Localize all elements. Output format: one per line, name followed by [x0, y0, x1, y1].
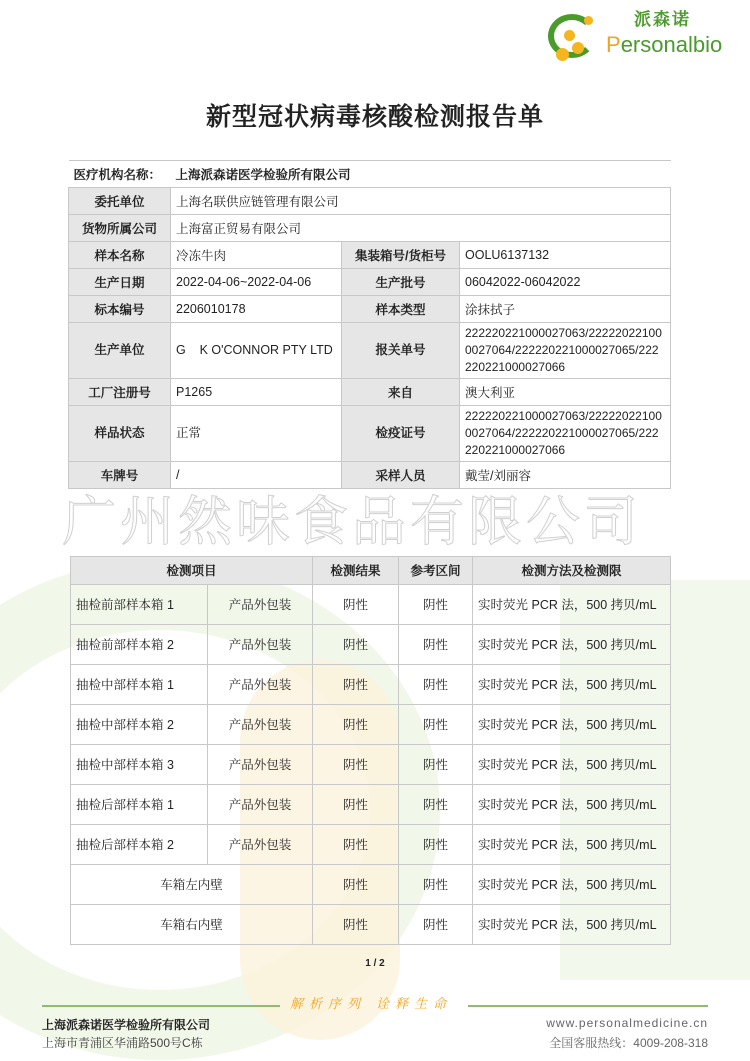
cell-item: 抽检前部样本箱 2: [71, 625, 208, 665]
footer-line: [42, 1005, 280, 1007]
quarantine-label: 检疫证号: [342, 406, 460, 462]
watermark: 广州然味食品有限公司: [62, 492, 642, 552]
cell-part: 产品外包装: [208, 785, 313, 825]
cell-result: 阴性: [313, 665, 399, 705]
prod-date-value: 2022-04-06~2022-04-06: [171, 269, 342, 296]
table-row: [71, 865, 671, 905]
logo-en: Personalbio: [606, 32, 723, 57]
batch-value: 06042022-06042022: [460, 269, 671, 296]
factory-label: 工厂注册号: [69, 379, 171, 406]
customs-value: 222220221000027063/222220221000027064/222220221000027065/222220221000027066: [460, 323, 671, 379]
cell-result: 阴性: [313, 825, 399, 865]
quarantine-value: 222220221000027063/222220221000027064/222220221000027065/222220221000027066: [460, 406, 671, 462]
state-value: 正常: [171, 406, 342, 462]
cell-ref: 阴性: [399, 585, 473, 625]
sample-info-table: [68, 160, 671, 489]
cell-result: 阴性: [313, 625, 399, 665]
cell-part: 产品外包装: [208, 825, 313, 865]
cell-part: 产品外包装: [208, 665, 313, 705]
cell-part: 产品外包装: [208, 745, 313, 785]
cell-part: 产品外包装: [208, 705, 313, 745]
table-row: [71, 825, 671, 865]
footer-slogan: 解析序列 诠释生命: [290, 997, 453, 1012]
plate-value: /: [171, 462, 342, 489]
cell-result: 阴性: [313, 905, 399, 945]
table-row: [71, 785, 671, 825]
cell-result: 阴性: [313, 705, 399, 745]
owner-value: 上海富正贸易有限公司: [171, 215, 671, 242]
cell-item: 抽检中部样本箱 1: [71, 665, 208, 705]
batch-label: 生产批号: [342, 269, 460, 296]
cell-ref: 阴性: [399, 745, 473, 785]
cell-item: 车箱左内壁: [71, 865, 313, 905]
client-value: 上海名联供应链管理有限公司: [171, 188, 671, 215]
cell-ref: 阴性: [399, 665, 473, 705]
producer-label: 生产单位: [69, 323, 171, 379]
cell-method: 实时荧光 PCR 法，500 拷贝/mL: [473, 785, 671, 825]
sample-type-label: 样本类型: [342, 296, 460, 323]
cell-result: 阴性: [313, 745, 399, 785]
cell-item: 抽检中部样本箱 3: [71, 745, 208, 785]
cell-method: 实时荧光 PCR 法，500 拷贝/mL: [473, 905, 671, 945]
prod-date-label: 生产日期: [69, 269, 171, 296]
results-header: [71, 557, 671, 585]
table-row: [71, 585, 671, 625]
sampler-label: 采样人员: [342, 462, 460, 489]
cell-ref: 阴性: [399, 625, 473, 665]
cell-item: 抽检后部样本箱 1: [71, 785, 208, 825]
container-label: 集装箱号/货柜号: [342, 242, 460, 269]
results-table: [70, 556, 671, 945]
cell-result: 阴性: [313, 585, 399, 625]
cell-method: 实时荧光 PCR 法，500 拷贝/mL: [473, 745, 671, 785]
cell-ref: 阴性: [399, 825, 473, 865]
cell-method: 实时荧光 PCR 法，500 拷贝/mL: [473, 705, 671, 745]
factory-value: P1265: [171, 379, 342, 406]
cell-ref: 阴性: [399, 905, 473, 945]
cell-part: 产品外包装: [208, 585, 313, 625]
plate-label: 车牌号: [69, 462, 171, 489]
cell-item: 抽检前部样本箱 1: [71, 585, 208, 625]
footer-line: [468, 1005, 708, 1007]
footer-hotline: 全国客服热线：4009-208-318: [549, 1036, 708, 1050]
owner-label: 货物所属公司: [69, 215, 171, 242]
page-title: 新型冠状病毒核酸检测报告单: [205, 103, 544, 131]
client-label: 委托单位: [69, 188, 171, 215]
cell-item: 抽检中部样本箱 2: [71, 705, 208, 745]
personalbio-logo: [548, 10, 738, 60]
state-label: 样品状态: [69, 406, 171, 462]
cell-item: 抽检后部样本箱 2: [71, 825, 208, 865]
header-method: 检测方法及检测限: [473, 557, 671, 585]
table-row: [71, 705, 671, 745]
cell-ref: 阴性: [399, 785, 473, 825]
origin-value: 澳大利亚: [460, 379, 671, 406]
cell-method: 实时荧光 PCR 法，500 拷贝/mL: [473, 665, 671, 705]
cell-method: 实时荧光 PCR 法，500 拷贝/mL: [473, 625, 671, 665]
footer-website: www.personalmedicine.cn: [546, 1016, 708, 1030]
cell-result: 阴性: [313, 785, 399, 825]
cell-ref: 阴性: [399, 705, 473, 745]
sample-no-label: 标本编号: [69, 296, 171, 323]
cell-item: 车箱右内壁: [71, 905, 313, 945]
cell-method: 实时荧光 PCR 法，500 拷贝/mL: [473, 825, 671, 865]
org-value: 上海派森诺医学检验所有限公司: [171, 161, 671, 188]
sample-name-label: 样本名称: [69, 242, 171, 269]
cell-ref: 阴性: [399, 865, 473, 905]
sample-no-value: 2206010178: [171, 296, 342, 323]
sample-type-value: 涂抹拭子: [460, 296, 671, 323]
page-number: 1 / 2: [365, 958, 385, 969]
header-item: 检测项目: [71, 557, 313, 585]
cell-method: 实时荧光 PCR 法，500 拷贝/mL: [473, 585, 671, 625]
cell-part: 产品外包装: [208, 625, 313, 665]
origin-label: 来自: [342, 379, 460, 406]
table-row: [71, 905, 671, 945]
customs-label: 报关单号: [342, 323, 460, 379]
header-ref: 参考区间: [399, 557, 473, 585]
logo-cn: 派森诺: [634, 10, 691, 29]
container-value: OOLU6137132: [460, 242, 671, 269]
table-row: [71, 665, 671, 705]
sampler-value: 戴莹/刘丽容: [460, 462, 671, 489]
table-row: [71, 745, 671, 785]
footer-address: 上海市青浦区华浦路500号C栋: [42, 1036, 203, 1050]
header-result: 检测结果: [313, 557, 399, 585]
producer-value: G K O'CONNOR PTY LTD: [171, 323, 342, 379]
footer-company: 上海派森诺医学检验所有限公司: [42, 1018, 211, 1032]
cell-method: 实时荧光 PCR 法，500 拷贝/mL: [473, 865, 671, 905]
org-label: 医疗机构名称：: [69, 161, 171, 188]
sample-name-value: 冷冻牛肉: [171, 242, 342, 269]
table-row: [71, 625, 671, 665]
cell-result: 阴性: [313, 865, 399, 905]
